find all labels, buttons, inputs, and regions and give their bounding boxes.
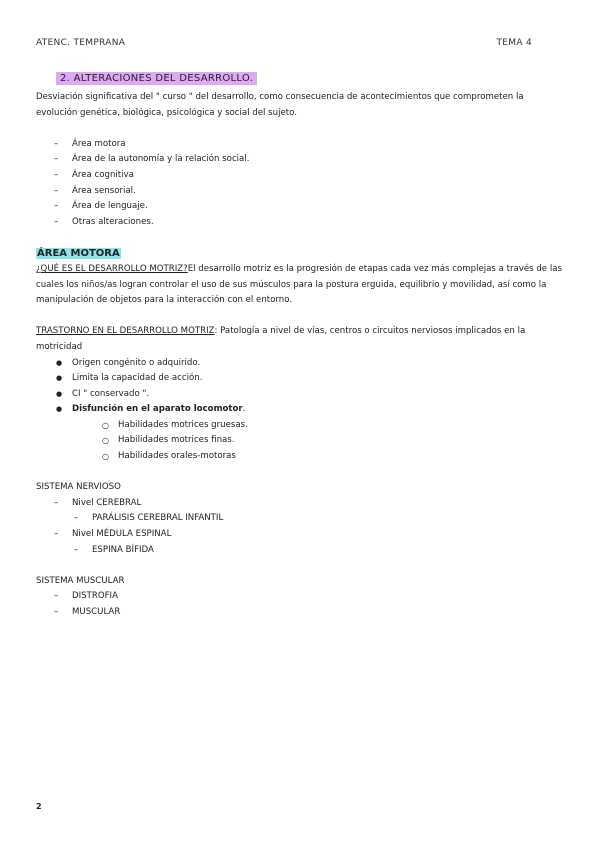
list-item: – MUSCULAR (36, 605, 566, 621)
list-item: ● CI " conservado ". (36, 387, 566, 403)
header-topic: TEMA 4 (496, 38, 532, 48)
motora-heading (36, 246, 566, 262)
nervioso-heading: SISTEMA NERVIOSO (36, 482, 121, 493)
list-item: ● Limita la capacidad de acción. (36, 371, 566, 387)
areas-list (36, 137, 566, 231)
list-item: – ESPINA BÍFIDA (36, 543, 566, 559)
list-item: ○ Habilidades motrices finas. (36, 433, 566, 449)
trastorno-definition (36, 324, 566, 355)
trastorno-text: : Patología a nivel de vías, centros o circuitos nerviosos implicados en la motricidad (36, 326, 526, 352)
section-title-text: 2. ALTERACIONES DEL DESARROLLO. (56, 72, 257, 85)
section-title (56, 70, 566, 88)
list-item (36, 402, 566, 418)
motora-heading-text: ÁREA MOTORA (37, 248, 120, 260)
nervioso-list (36, 496, 566, 512)
list-item: – Nivel MÉDULA ESPINAL (36, 527, 566, 543)
list-item: ○ Habilidades orales-motoras (36, 449, 566, 465)
muscular-heading: SISTEMA MUSCULAR (36, 575, 125, 586)
document-body (36, 70, 566, 621)
trastorno-list (36, 356, 566, 418)
list-item: ○ Habilidades motrices gruesas. (36, 418, 566, 434)
nervioso-sublist (36, 511, 566, 527)
trastorno-label: TRASTORNO EN EL DESARROLLO MOTRIZ (36, 326, 215, 337)
list-item: – DISTROFIA (36, 589, 566, 605)
list-item: – Otras alteraciones. (36, 215, 566, 231)
list-item: – Área de lenguaje. (36, 199, 566, 215)
locomotor-tail: . (242, 404, 246, 415)
question-text: El desarrollo motriz es la progresión de etapas cada vez más complejas a través de las cuales los niños/as logran controlar el uso de sus músculos para la postura erguida, equilibrio y movilidad, así como la manipulación de objetos para la interacción con el entorno. (36, 263, 562, 306)
list-item: – Área motora (36, 137, 566, 153)
list-item: – Nivel CEREBRAL (36, 496, 566, 512)
locomotor-text: Disfunción en el aparato locomotor (72, 404, 243, 415)
nervioso-sublist (36, 543, 566, 559)
header-course: ATENC. TEMPRANA (36, 38, 126, 48)
list-item: – PARÁLISIS CEREBRAL INFANTIL (36, 511, 566, 527)
list-item: – Área de la autonomía y la relación social. (36, 152, 566, 168)
muscular-list (36, 589, 566, 620)
nervioso-list (36, 527, 566, 543)
list-item: ● Origen congénito o adquirido. (36, 356, 566, 372)
motora-definition (36, 262, 566, 309)
page-number: 2 (36, 802, 42, 811)
habilidades-list (36, 418, 566, 465)
question-label: ¿QUÉ ES EL DESARROLLO MOTRIZ? (36, 263, 188, 274)
list-item: – Área cognitiva (36, 168, 566, 184)
list-item: – Área sensorial. (36, 184, 566, 200)
section-intro: Desviación significativa del " curso " del desarrollo, como consecuencia de acontecimientos que comprometen la evolución genética, biológica, psicológica y social del sujeto. (36, 92, 524, 118)
